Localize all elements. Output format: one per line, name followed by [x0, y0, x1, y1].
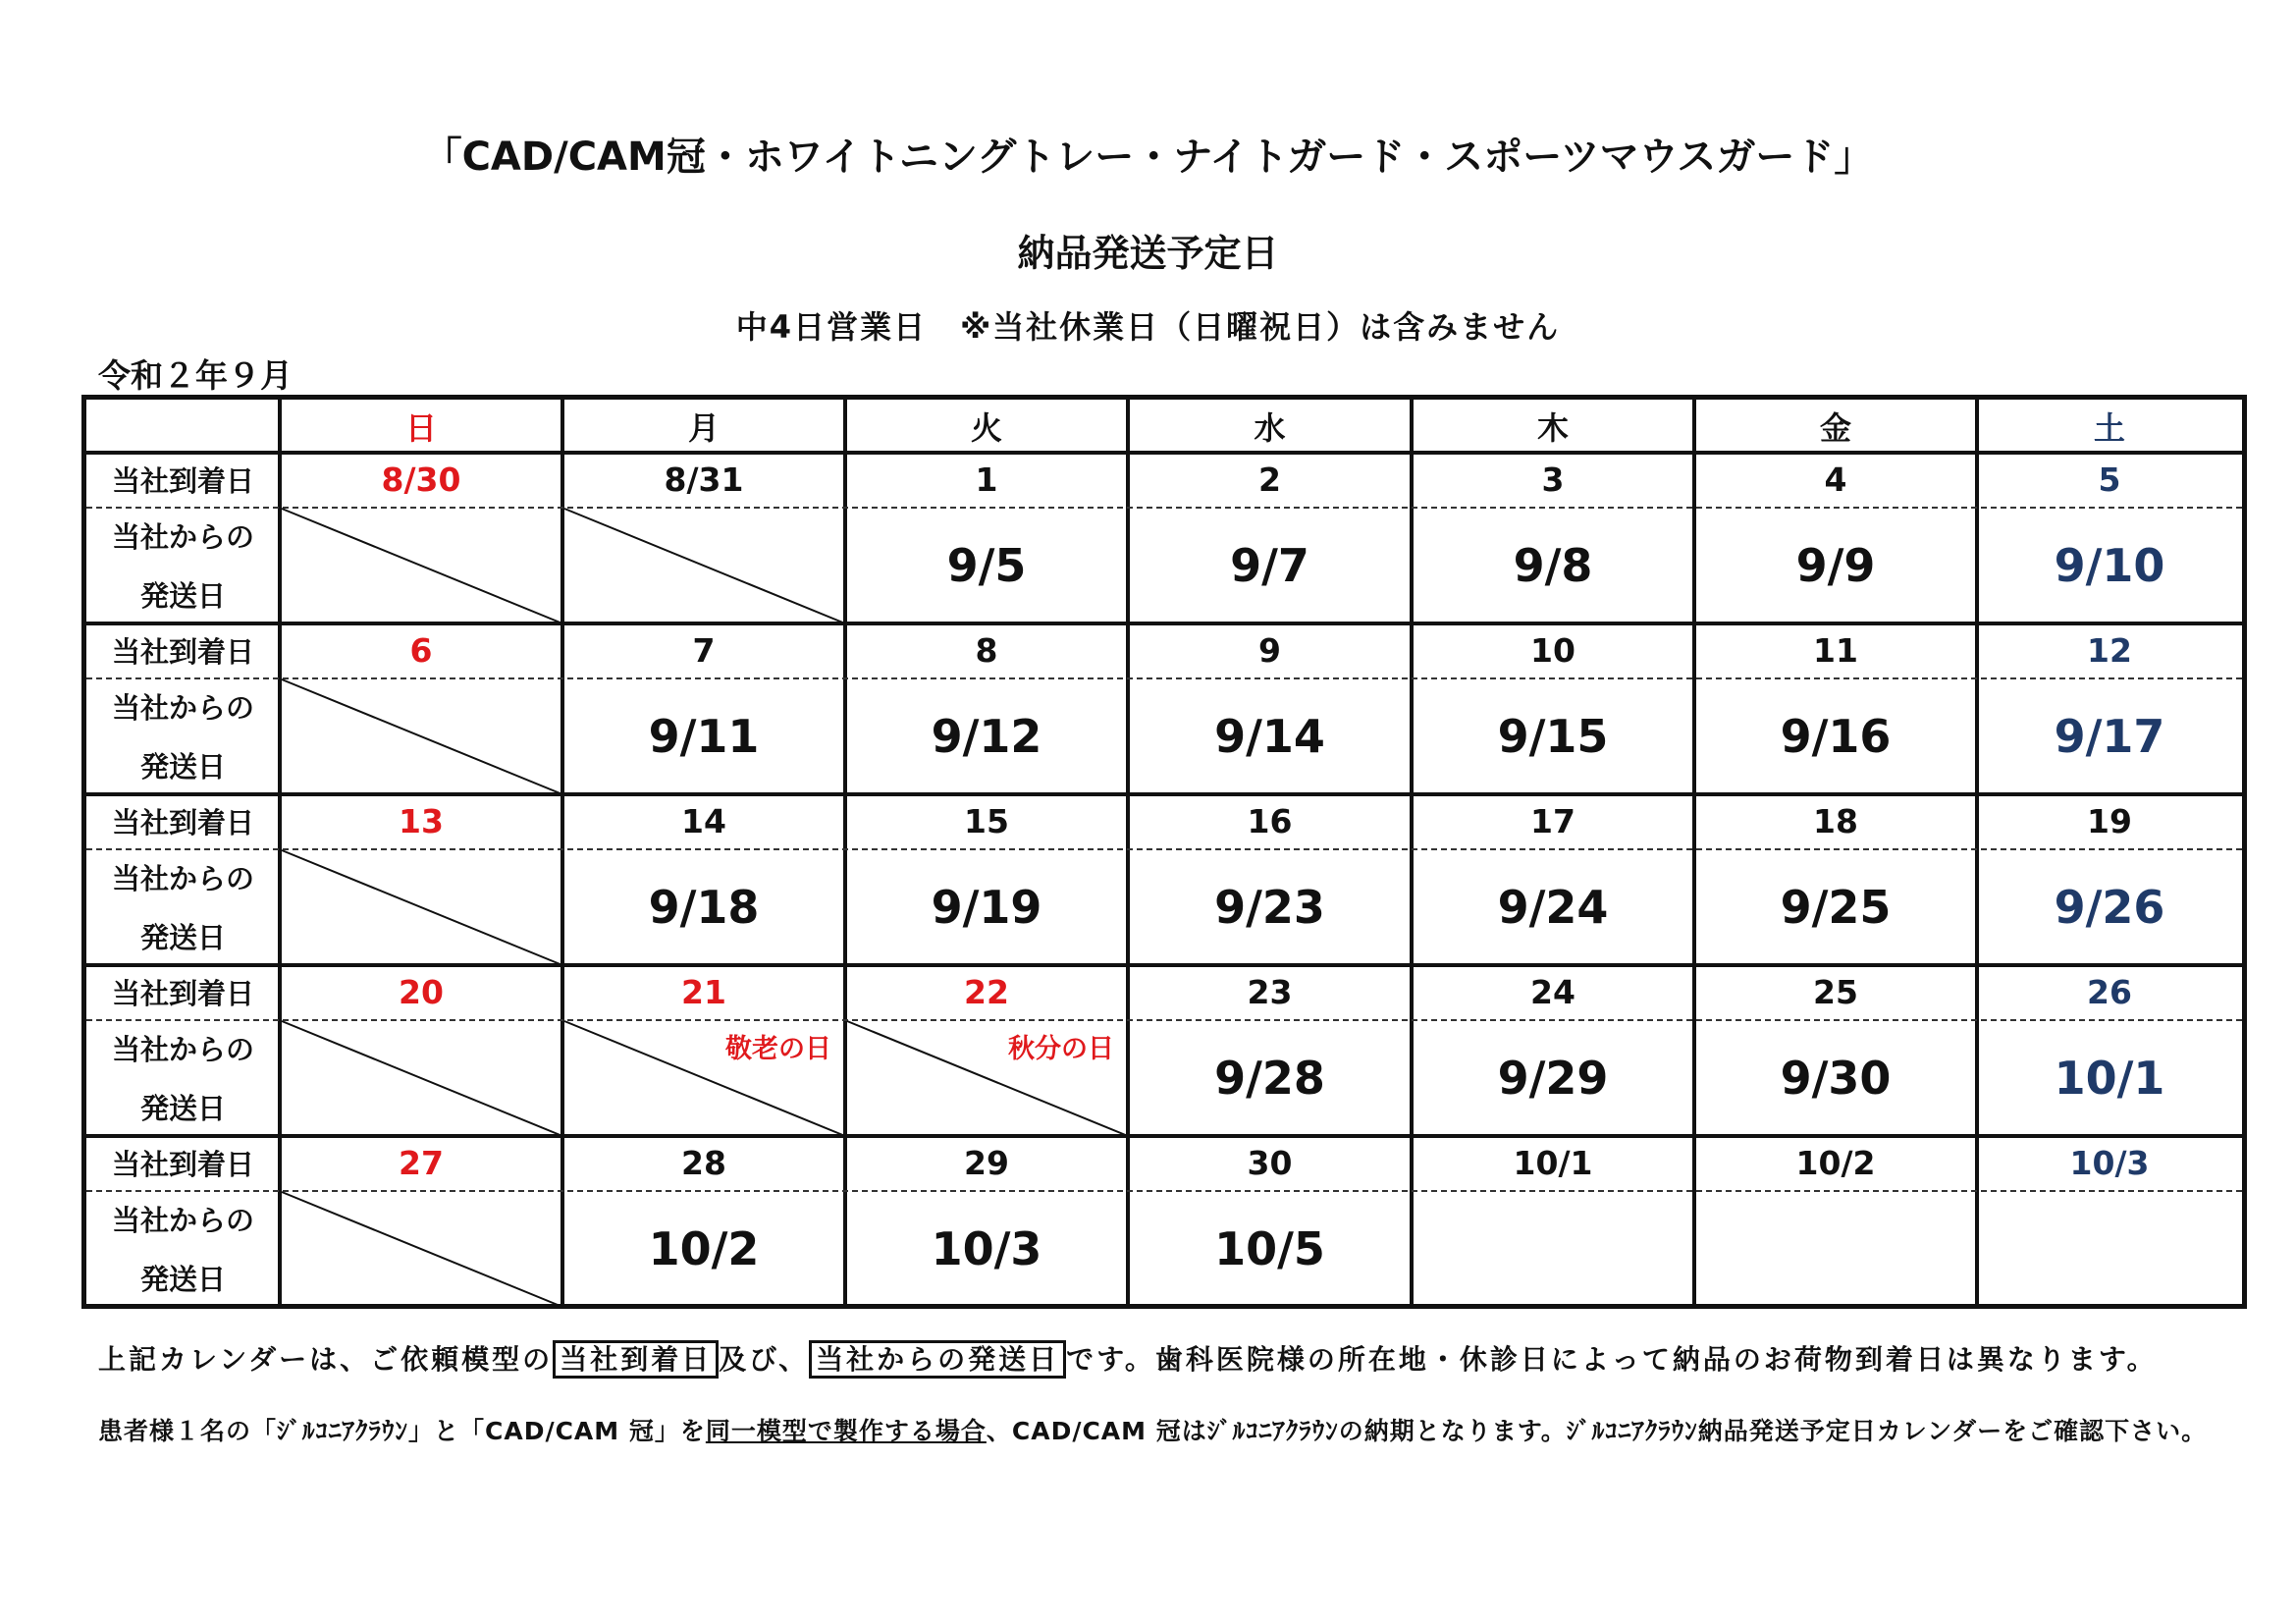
note-text: です。歯科医院様の所在地・休診日によって納品のお荷物到着日は異なります。	[1066, 1343, 2158, 1376]
ship-date: 9/28	[1214, 1051, 1325, 1105]
ship-date: 9/23	[1214, 880, 1325, 934]
era-month-label: 令和２年９月	[98, 356, 293, 395]
ship-date: 9/30	[1780, 1051, 1892, 1105]
ship-date: 9/5	[946, 538, 1027, 592]
ship-date: 9/18	[648, 880, 760, 934]
arrival-date: 23	[1247, 973, 1293, 1011]
arrival-date: 2	[1258, 460, 1281, 499]
weekday-header: 日	[404, 409, 437, 447]
ship-date: 9/17	[2054, 709, 2165, 763]
holiday-name: 敬老の日	[725, 1034, 831, 1064]
ship-row-label-line2: 発送日	[139, 1091, 226, 1125]
closed-slash	[280, 1019, 562, 1136]
arrival-date: 10	[1530, 631, 1575, 670]
ship-row-label-line1: 当社からの	[111, 691, 254, 726]
ship-date: 9/8	[1513, 538, 1593, 592]
ship-date: 9/12	[931, 709, 1042, 763]
closed-slash	[280, 507, 562, 623]
arrival-date: 22	[964, 973, 1009, 1011]
weekday-header: 金	[1819, 409, 1851, 447]
arrival-row-label: 当社到着日	[111, 464, 254, 498]
note-ship-highlight: 当社からの発送日	[809, 1340, 1066, 1379]
arrival-row-label: 当社到着日	[111, 977, 254, 1010]
ship-date: 10/5	[1214, 1221, 1325, 1275]
arrival-date: 10/3	[2069, 1144, 2150, 1182]
ship-row-label-line1: 当社からの	[111, 1033, 254, 1067]
arrival-row-label: 当社到着日	[111, 635, 254, 669]
arrival-date: 5	[2098, 460, 2121, 499]
arrival-date: 20	[399, 973, 444, 1011]
arrival-date: 11	[1813, 631, 1858, 670]
ship-date	[1412, 1190, 1694, 1307]
arrival-date: 7	[692, 631, 716, 670]
ship-date: 9/26	[2054, 880, 2165, 934]
note-underlined: 同一模型で製作する場合	[705, 1417, 987, 1445]
closed-slash	[280, 677, 562, 794]
arrival-date: 8/30	[381, 460, 461, 499]
ship-row-label-line2: 発送日	[139, 578, 226, 613]
weekday-header: 火	[970, 409, 1002, 447]
arrival-date: 15	[964, 802, 1009, 840]
arrival-date: 9	[1258, 631, 1281, 670]
arrival-date: 29	[964, 1144, 1009, 1182]
shipping-calendar	[81, 395, 2247, 1309]
delivery-rule: 中4日営業日 ※当社休業日（日曜祝日）は含みません	[735, 308, 1561, 346]
zirconia-note	[98, 1412, 2207, 1447]
ship-date: 9/11	[648, 709, 760, 763]
arrival-row-label: 当社到着日	[111, 806, 254, 839]
arrival-date: 1	[975, 460, 998, 499]
arrival-date: 4	[1824, 460, 1847, 499]
note-arrival-highlight: 当社到着日	[553, 1340, 719, 1379]
arrival-date: 8/31	[664, 460, 744, 499]
arrival-date: 14	[681, 802, 726, 840]
ship-date: 10/2	[648, 1221, 760, 1275]
ship-date: 9/7	[1230, 538, 1309, 592]
ship-date: 9/19	[931, 880, 1042, 934]
arrival-date: 8	[975, 631, 998, 670]
ship-date: 10/1	[2054, 1051, 2165, 1105]
arrival-date: 10/1	[1513, 1144, 1593, 1182]
weekday-header: 水	[1254, 409, 1286, 447]
document-title: 「CAD/CAM冠・ホワイトニングトレー・ナイトガード・スポーツマウスガード」	[422, 135, 1874, 180]
arrival-date: 24	[1530, 973, 1575, 1011]
note-text: 上記カレンダーは、ご依頼模型の	[98, 1343, 554, 1376]
ship-date	[1977, 1190, 2242, 1307]
note-text: 患者様１名の「ｼﾞﾙｺﾆｱｸﾗｳﾝ」と「CAD/CAM 冠」を	[98, 1417, 706, 1445]
holiday-name: 秋分の日	[1008, 1034, 1114, 1064]
ship-date: 9/14	[1214, 709, 1325, 763]
note-text: 及び、	[719, 1343, 810, 1376]
arrival-date: 10/2	[1795, 1144, 1876, 1182]
ship-date: 10/3	[931, 1221, 1042, 1275]
arrival-date: 27	[399, 1144, 444, 1182]
arrival-date: 30	[1247, 1144, 1293, 1182]
ship-date: 9/16	[1780, 709, 1892, 763]
ship-date: 9/29	[1497, 1051, 1609, 1105]
arrival-date: 26	[2087, 973, 2132, 1011]
calendar-note	[98, 1338, 2158, 1378]
closed-slash	[280, 848, 562, 965]
arrival-date: 28	[681, 1144, 726, 1182]
document-subtitle: 納品発送予定日	[1017, 232, 1279, 275]
ship-row-label-line2: 発送日	[139, 920, 226, 954]
arrival-date: 3	[1541, 460, 1565, 499]
arrival-date: 16	[1247, 802, 1293, 840]
ship-date: 9/25	[1780, 880, 1892, 934]
arrival-date: 21	[681, 973, 726, 1011]
arrival-date: 18	[1813, 802, 1858, 840]
weekday-header: 木	[1536, 409, 1569, 447]
ship-row-label-line2: 発送日	[139, 749, 226, 784]
ship-date: 9/10	[2054, 538, 2165, 592]
ship-date	[1694, 1190, 1977, 1307]
ship-date: 9/9	[1795, 538, 1876, 592]
closed-slash	[562, 507, 845, 623]
ship-row-label-line1: 当社からの	[111, 520, 254, 555]
arrival-row-label: 当社到着日	[111, 1148, 254, 1181]
note-text: 、CAD/CAM 冠はｼﾞﾙｺﾆｱｸﾗｳﾝの納期となります。ｼﾞﾙｺﾆｱｸﾗｳﾝ納品発送予定日カレンダーをご確認下さい。	[986, 1417, 2208, 1445]
ship-date: 9/15	[1497, 709, 1609, 763]
ship-row-label-line1: 当社からの	[111, 862, 254, 896]
arrival-date: 13	[399, 802, 444, 840]
weekday-header: 月	[687, 409, 720, 447]
arrival-date: 25	[1813, 973, 1858, 1011]
arrival-date: 19	[2087, 802, 2132, 840]
ship-row-label-line2: 発送日	[139, 1262, 226, 1296]
weekday-header: 土	[2093, 409, 2125, 447]
ship-row-label-line1: 当社からの	[111, 1204, 254, 1238]
arrival-date: 6	[409, 631, 433, 670]
arrival-date: 12	[2087, 631, 2132, 670]
arrival-date: 17	[1530, 802, 1575, 840]
ship-date: 9/24	[1497, 880, 1609, 934]
closed-slash	[280, 1190, 562, 1307]
